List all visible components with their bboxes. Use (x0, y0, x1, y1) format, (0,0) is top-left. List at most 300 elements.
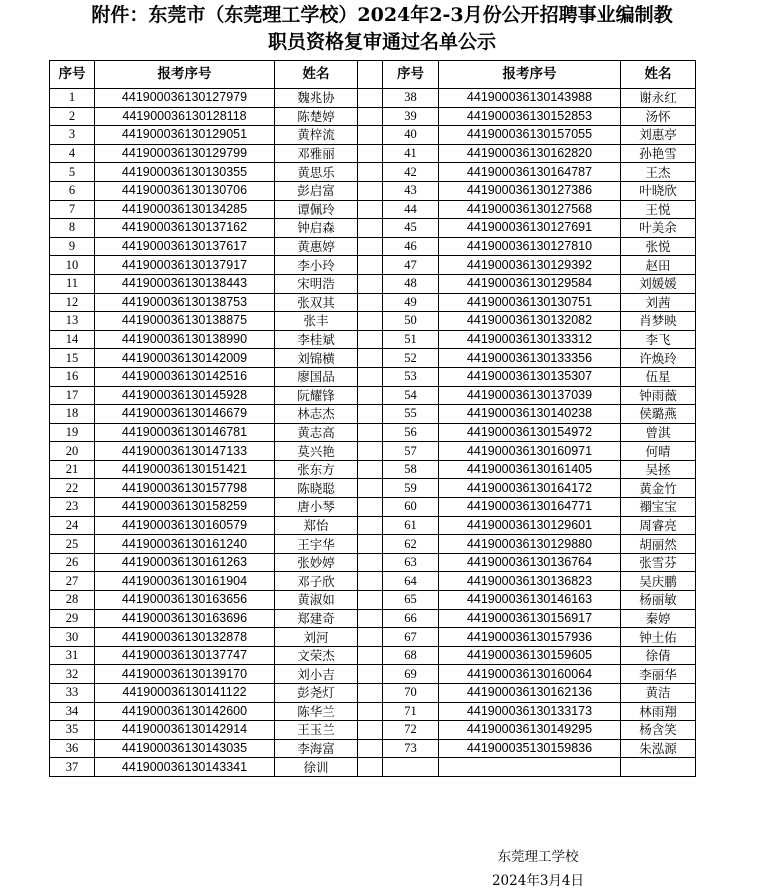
candidate-name: 王杰 (621, 163, 696, 182)
candidate-name: 彭启富 (275, 181, 358, 200)
row-number: 28 (50, 591, 95, 610)
table-row (50, 572, 696, 591)
candidate-name: 秦婷 (621, 609, 696, 628)
column-separator (358, 702, 383, 721)
application-id: 441900036130157055 (439, 126, 621, 145)
candidate-name: 阮耀锋 (275, 386, 358, 405)
column-separator (358, 684, 383, 703)
row-number: 32 (50, 665, 95, 684)
row-number: 54 (383, 386, 439, 405)
candidate-name: 张丰 (275, 312, 358, 331)
candidate-name: 黄洁 (621, 684, 696, 703)
row-number: 53 (383, 367, 439, 386)
row-number: 45 (383, 219, 439, 238)
row-number: 69 (383, 665, 439, 684)
candidate-name: 刘河 (275, 628, 358, 647)
table-row (50, 739, 696, 758)
row-number: 34 (50, 702, 95, 721)
table-row (50, 293, 696, 312)
column-separator (358, 293, 383, 312)
row-number: 24 (50, 516, 95, 535)
candidate-name: 何晴 (621, 442, 696, 461)
row-number: 61 (383, 516, 439, 535)
application-id: 441900036130159605 (439, 646, 621, 665)
column-separator (358, 256, 383, 275)
application-id: 441900036130132082 (439, 312, 621, 331)
application-id: 441900036130151421 (95, 460, 275, 479)
table-row (50, 386, 696, 405)
column-separator (358, 386, 383, 405)
column-separator (358, 89, 383, 108)
document-title (0, 2, 764, 56)
candidate-name: 魏兆协 (275, 89, 358, 108)
candidate-name: 曾淇 (621, 423, 696, 442)
column-separator (358, 739, 383, 758)
row-number: 59 (383, 479, 439, 498)
row-number: 40 (383, 126, 439, 145)
application-id: 441900036130129584 (439, 274, 621, 293)
candidate-name: 黄梓流 (275, 126, 358, 145)
application-id: 441900036130140238 (439, 405, 621, 424)
table-row (50, 442, 696, 461)
candidate-name: 黄志高 (275, 423, 358, 442)
row-number (383, 758, 439, 777)
row-number: 12 (50, 293, 95, 312)
column-separator (358, 609, 383, 628)
column-separator (358, 405, 383, 424)
row-number: 22 (50, 479, 95, 498)
candidate-name: 肖梦映 (621, 312, 696, 331)
candidate-name: 林雨翔 (621, 702, 696, 721)
candidate-name: 钟雨薇 (621, 386, 696, 405)
application-id: 441900036130138875 (95, 312, 275, 331)
table-row (50, 312, 696, 331)
application-id: 441900036130141122 (95, 684, 275, 703)
application-id: 441900036130157936 (439, 628, 621, 647)
application-id: 441900036130143341 (95, 758, 275, 777)
candidate-name (621, 758, 696, 777)
application-id: 441900036130128118 (95, 107, 275, 126)
table-row (50, 144, 696, 163)
candidate-name: 郑怡 (275, 516, 358, 535)
application-id: 441900036130142600 (95, 702, 275, 721)
row-number: 26 (50, 553, 95, 572)
column-separator (358, 758, 383, 777)
table-row (50, 349, 696, 368)
row-number: 57 (383, 442, 439, 461)
candidate-name: 周睿亮 (621, 516, 696, 535)
application-id: 441900036130127386 (439, 181, 621, 200)
application-id: 441900036130133173 (439, 702, 621, 721)
candidate-name: 林志杰 (275, 405, 358, 424)
candidate-name: 李飞 (621, 330, 696, 349)
application-id: 441900036130133312 (439, 330, 621, 349)
candidate-name: 莫兴艳 (275, 442, 358, 461)
application-id: 441900036130146163 (439, 591, 621, 610)
table-row (50, 591, 696, 610)
row-number: 15 (50, 349, 95, 368)
table-row (50, 237, 696, 256)
candidate-name: 张妙婷 (275, 553, 358, 572)
application-id: 441900036130138753 (95, 293, 275, 312)
column-separator (358, 330, 383, 349)
column-separator (358, 591, 383, 610)
row-number: 62 (383, 535, 439, 554)
candidate-name: 陈晓聪 (275, 479, 358, 498)
table-row (50, 181, 696, 200)
application-id: 441900036130139170 (95, 665, 275, 684)
header-id: 报考序号 (95, 61, 275, 89)
application-id: 441900036130129880 (439, 535, 621, 554)
row-number: 68 (383, 646, 439, 665)
table-row (50, 274, 696, 293)
column-separator (358, 553, 383, 572)
column-separator (358, 181, 383, 200)
application-id: 441900036130129051 (95, 126, 275, 145)
candidate-name: 谢永红 (621, 89, 696, 108)
row-number: 4 (50, 144, 95, 163)
header-no: 序号 (383, 61, 439, 89)
application-id: 441900036130163696 (95, 609, 275, 628)
candidate-name: 杨含笑 (621, 721, 696, 740)
application-id: 441900036130127979 (95, 89, 275, 108)
row-number: 14 (50, 330, 95, 349)
table-row (50, 535, 696, 554)
application-id: 441900036130134285 (95, 200, 275, 219)
application-id: 441900036130136823 (439, 572, 621, 591)
application-id: 441900036130158259 (95, 498, 275, 517)
application-id: 441900036130142009 (95, 349, 275, 368)
row-number: 19 (50, 423, 95, 442)
row-number: 16 (50, 367, 95, 386)
column-separator (358, 274, 383, 293)
row-number: 30 (50, 628, 95, 647)
candidate-table (49, 60, 696, 777)
candidate-name: 唐小琴 (275, 498, 358, 517)
application-id: 441900036130161240 (95, 535, 275, 554)
row-number: 42 (383, 163, 439, 182)
column-separator (358, 144, 383, 163)
application-id: 441900036130142516 (95, 367, 275, 386)
table-row (50, 423, 696, 442)
application-id: 441900036130154972 (439, 423, 621, 442)
column-separator (358, 460, 383, 479)
row-number: 66 (383, 609, 439, 628)
row-number: 49 (383, 293, 439, 312)
candidate-name: 钟土佑 (621, 628, 696, 647)
application-id: 441900036130162136 (439, 684, 621, 703)
application-id: 441900036130162820 (439, 144, 621, 163)
row-number: 41 (383, 144, 439, 163)
row-number: 43 (383, 181, 439, 200)
application-id: 441900036130137039 (439, 386, 621, 405)
application-id: 441900036130130355 (95, 163, 275, 182)
column-separator (358, 628, 383, 647)
header-name: 姓名 (621, 61, 696, 89)
column-separator (358, 61, 383, 89)
candidate-name: 文荣杰 (275, 646, 358, 665)
application-id: 441900036130156917 (439, 609, 621, 628)
column-separator (358, 516, 383, 535)
row-number: 56 (383, 423, 439, 442)
candidate-name: 禤宝宝 (621, 498, 696, 517)
candidate-name: 伍星 (621, 367, 696, 386)
application-id: 441900036130145928 (95, 386, 275, 405)
application-id: 441900036130137747 (95, 646, 275, 665)
candidate-name: 李丽华 (621, 665, 696, 684)
candidate-name: 杨丽敏 (621, 591, 696, 610)
row-number: 33 (50, 684, 95, 703)
row-number: 25 (50, 535, 95, 554)
application-id: 441900036130127568 (439, 200, 621, 219)
candidate-name: 宋明浩 (275, 274, 358, 293)
row-number: 51 (383, 330, 439, 349)
application-id: 441900036130161904 (95, 572, 275, 591)
column-separator (358, 312, 383, 331)
title-line-2: 职员资格复审通过名单公示 (267, 31, 496, 53)
candidate-name: 李小玲 (275, 256, 358, 275)
footer-organization: 东莞理工学校 (497, 849, 579, 865)
application-id: 441900036130164771 (439, 498, 621, 517)
table-header-row (50, 61, 696, 89)
row-number: 17 (50, 386, 95, 405)
application-id: 441900036130130751 (439, 293, 621, 312)
application-id: 441900036130149295 (439, 721, 621, 740)
row-number: 9 (50, 237, 95, 256)
header-name: 姓名 (275, 61, 358, 89)
row-number: 5 (50, 163, 95, 182)
header-no: 序号 (50, 61, 95, 89)
candidate-name: 张悦 (621, 237, 696, 256)
column-separator (358, 126, 383, 145)
column-separator (358, 219, 383, 238)
row-number: 38 (383, 89, 439, 108)
application-id: 441900036130137162 (95, 219, 275, 238)
table-row (50, 89, 696, 108)
row-number: 31 (50, 646, 95, 665)
row-number: 60 (383, 498, 439, 517)
table-row (50, 163, 696, 182)
candidate-name: 吴拯 (621, 460, 696, 479)
table-row (50, 126, 696, 145)
column-separator (358, 349, 383, 368)
table-row (50, 758, 696, 777)
candidate-name: 黄金竹 (621, 479, 696, 498)
candidate-name: 刘锦横 (275, 349, 358, 368)
row-number: 29 (50, 609, 95, 628)
table-row (50, 405, 696, 424)
application-id: 441900035130159836 (439, 739, 621, 758)
column-separator (358, 163, 383, 182)
application-id (439, 758, 621, 777)
candidate-name: 王玉兰 (275, 721, 358, 740)
application-id: 441900036130129601 (439, 516, 621, 535)
candidate-name: 王宇华 (275, 535, 358, 554)
column-separator (358, 498, 383, 517)
application-id: 441900036130127810 (439, 237, 621, 256)
application-id: 441900036130143035 (95, 739, 275, 758)
row-number: 67 (383, 628, 439, 647)
row-number: 35 (50, 721, 95, 740)
row-number: 21 (50, 460, 95, 479)
table-row (50, 609, 696, 628)
row-number: 10 (50, 256, 95, 275)
candidate-name: 黄惠婷 (275, 237, 358, 256)
application-id: 441900036130161405 (439, 460, 621, 479)
candidate-name: 邓子欣 (275, 572, 358, 591)
candidate-name: 胡丽然 (621, 535, 696, 554)
candidate-name: 刘惠亭 (621, 126, 696, 145)
candidate-name: 彭尧灯 (275, 684, 358, 703)
application-id: 441900036130143988 (439, 89, 621, 108)
application-id: 441900036130137917 (95, 256, 275, 275)
row-number: 23 (50, 498, 95, 517)
candidate-name: 李桂斌 (275, 330, 358, 349)
candidate-name: 赵田 (621, 256, 696, 275)
table-row (50, 479, 696, 498)
candidate-name: 刘茜 (621, 293, 696, 312)
candidate-name: 陈楚婷 (275, 107, 358, 126)
row-number: 37 (50, 758, 95, 777)
application-id: 441900036130138990 (95, 330, 275, 349)
candidate-name: 廖国品 (275, 367, 358, 386)
candidate-name: 张雪芬 (621, 553, 696, 572)
table-row (50, 460, 696, 479)
table-row (50, 721, 696, 740)
table-row (50, 330, 696, 349)
row-number: 73 (383, 739, 439, 758)
row-number: 48 (383, 274, 439, 293)
candidate-name: 王悦 (621, 200, 696, 219)
title-line-1: 附件：东莞市（东莞理工学校）2024年2-3月份公开招聘事业编制教 (91, 4, 673, 26)
table-row (50, 256, 696, 275)
table-row (50, 665, 696, 684)
candidate-name: 黄淑如 (275, 591, 358, 610)
row-number: 71 (383, 702, 439, 721)
candidate-name: 叶美余 (621, 219, 696, 238)
candidate-name: 张双其 (275, 293, 358, 312)
application-id: 441900036130147133 (95, 442, 275, 461)
row-number: 44 (383, 200, 439, 219)
table-row (50, 367, 696, 386)
candidate-name: 郑建奇 (275, 609, 358, 628)
table-row (50, 107, 696, 126)
candidate-name: 谭佩玲 (275, 200, 358, 219)
candidate-name: 陈华兰 (275, 702, 358, 721)
table-row (50, 702, 696, 721)
application-id: 441900036130130706 (95, 181, 275, 200)
application-id: 441900036130157798 (95, 479, 275, 498)
row-number: 1 (50, 89, 95, 108)
row-number: 63 (383, 553, 439, 572)
application-id: 441900036130133356 (439, 349, 621, 368)
candidate-name: 刘小吉 (275, 665, 358, 684)
candidate-name: 钟启森 (275, 219, 358, 238)
header-id: 报考序号 (439, 61, 621, 89)
row-number: 70 (383, 684, 439, 703)
row-number: 36 (50, 739, 95, 758)
candidate-name: 张东方 (275, 460, 358, 479)
candidate-name: 邓雅丽 (275, 144, 358, 163)
row-number: 47 (383, 256, 439, 275)
application-id: 441900036130152853 (439, 107, 621, 126)
column-separator (358, 479, 383, 498)
row-number: 27 (50, 572, 95, 591)
row-number: 50 (383, 312, 439, 331)
application-id: 441900036130164172 (439, 479, 621, 498)
candidate-name: 朱泓源 (621, 739, 696, 758)
candidate-name: 黄思乐 (275, 163, 358, 182)
application-id: 441900036130132878 (95, 628, 275, 647)
column-separator (358, 367, 383, 386)
row-number: 7 (50, 200, 95, 219)
row-number: 55 (383, 405, 439, 424)
application-id: 441900036130161263 (95, 553, 275, 572)
footer-date: 2024年3月4日 (491, 873, 585, 889)
column-separator (358, 721, 383, 740)
table-row (50, 498, 696, 517)
application-id: 441900036130163656 (95, 591, 275, 610)
candidate-name: 孙艳雪 (621, 144, 696, 163)
row-number: 65 (383, 591, 439, 610)
application-id: 441900036130138443 (95, 274, 275, 293)
row-number: 18 (50, 405, 95, 424)
candidate-name: 李海富 (275, 739, 358, 758)
row-number: 46 (383, 237, 439, 256)
row-number: 3 (50, 126, 95, 145)
application-id: 441900036130160579 (95, 516, 275, 535)
candidate-name: 徐训 (275, 758, 358, 777)
row-number: 20 (50, 442, 95, 461)
column-separator (358, 423, 383, 442)
table-row (50, 684, 696, 703)
row-number: 64 (383, 572, 439, 591)
application-id: 441900036130160971 (439, 442, 621, 461)
application-id: 441900036130146781 (95, 423, 275, 442)
candidate-name: 许焕玲 (621, 349, 696, 368)
candidate-name: 吴庆鹏 (621, 572, 696, 591)
application-id: 441900036130142914 (95, 721, 275, 740)
column-separator (358, 237, 383, 256)
column-separator (358, 442, 383, 461)
row-number: 8 (50, 219, 95, 238)
application-id: 441900036130127691 (439, 219, 621, 238)
row-number: 11 (50, 274, 95, 293)
column-separator (358, 200, 383, 219)
candidate-name: 徐倩 (621, 646, 696, 665)
table-row (50, 553, 696, 572)
row-number: 58 (383, 460, 439, 479)
application-id: 441900036130164787 (439, 163, 621, 182)
row-number: 39 (383, 107, 439, 126)
row-number: 13 (50, 312, 95, 331)
row-number: 72 (383, 721, 439, 740)
candidate-name: 叶晓欣 (621, 181, 696, 200)
application-id: 441900036130160064 (439, 665, 621, 684)
column-separator (358, 665, 383, 684)
row-number: 2 (50, 107, 95, 126)
column-separator (358, 107, 383, 126)
table-row (50, 200, 696, 219)
column-separator (358, 535, 383, 554)
application-id: 441900036130136764 (439, 553, 621, 572)
column-separator (358, 646, 383, 665)
candidate-name: 刘媛媛 (621, 274, 696, 293)
candidate-name: 汤怀 (621, 107, 696, 126)
row-number: 52 (383, 349, 439, 368)
application-id: 441900036130135307 (439, 367, 621, 386)
table-row (50, 628, 696, 647)
